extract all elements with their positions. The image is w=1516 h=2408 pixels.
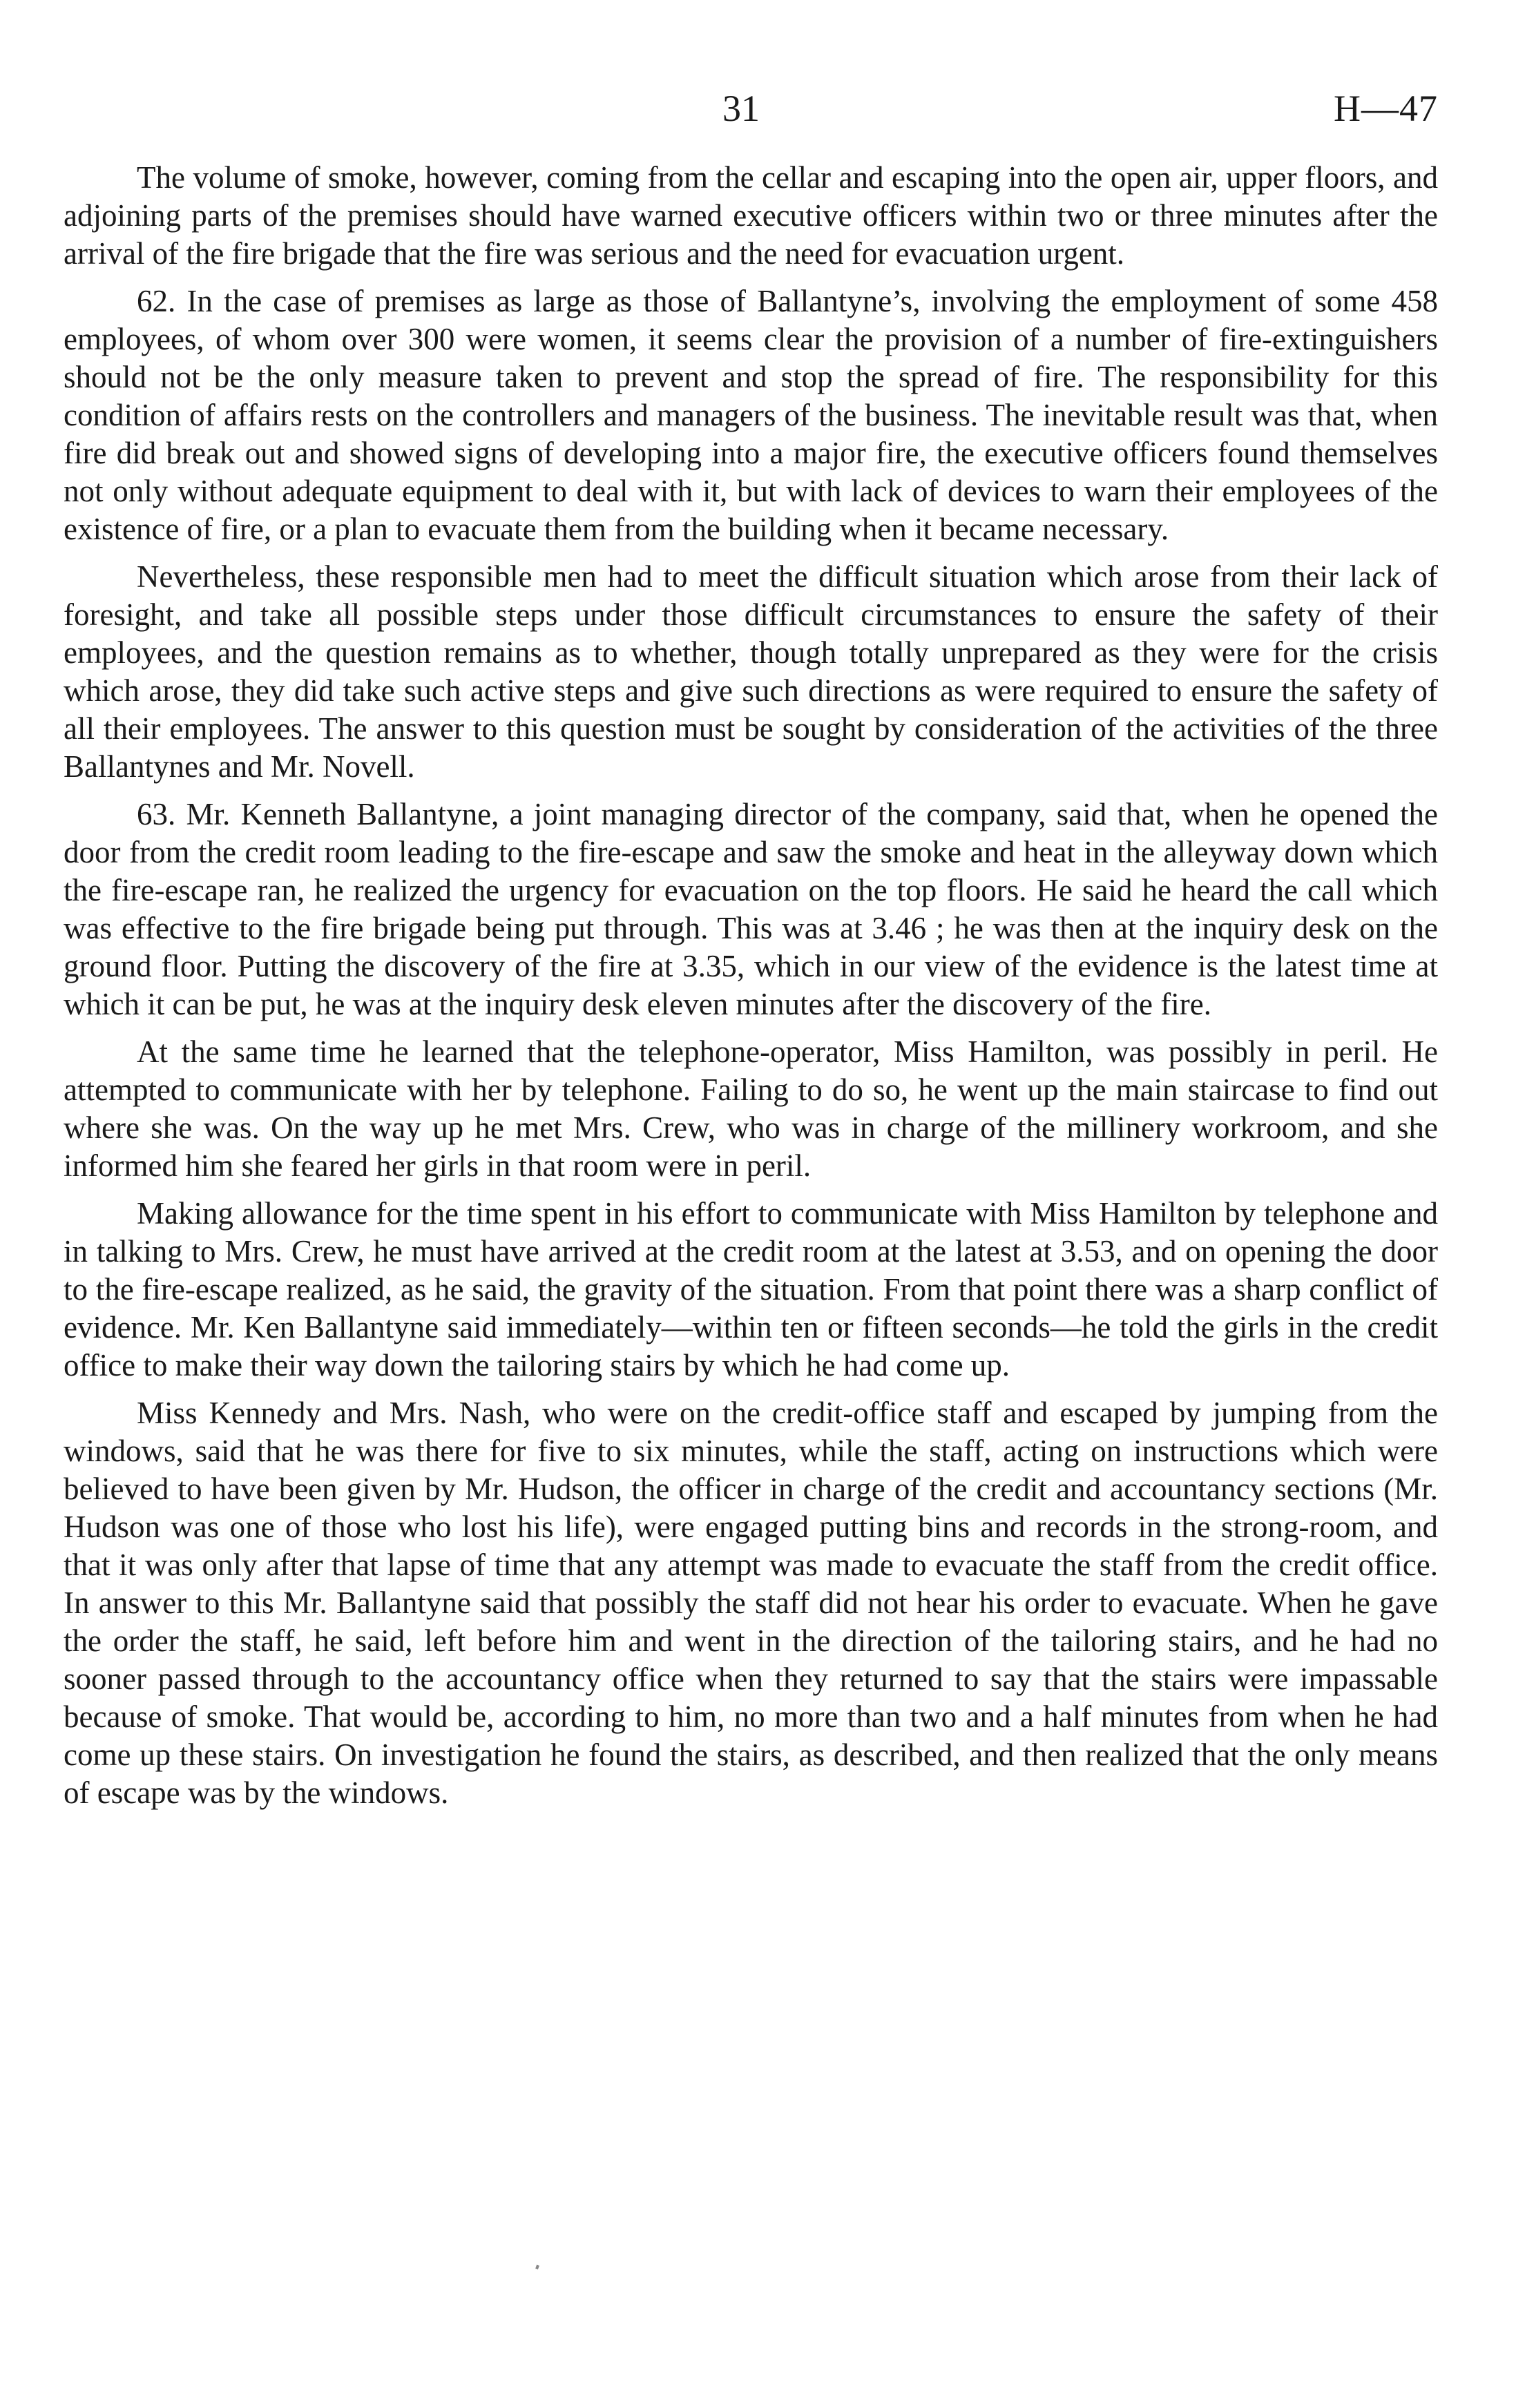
body-text — [64, 159, 1438, 1812]
paragraph: The volume of smoke, however, coming from the cellar and escaping into the open air, upper floors, and adjoining parts of the premises should have warned executive officers within two or three minutes after the arrival of the fire brigade that the fire was serious and the need for evacuation urgent. — [64, 160, 1438, 271]
document-reference: H—47 — [1334, 88, 1438, 129]
paragraph: Miss Kennedy and Mrs. Nash, who were on the credit-office staff and escaped by jumping from the windows, said that he was there for five to six minutes, while the staff, acting on instructions which were believed to have been given by Mr. Hudson, the officer in charge of the credit and accountancy sections (Mr. Hudson was one of those who lost his life), were engaged putting bins and records in the strong-room, and that it was only after that lapse of time that any attempt was made to evacuate the staff from the credit office. In answer to this Mr. Ballantyne said that possibly the staff did not hear his order to evacuate. When he gave the order the staff, he said, left before him and went in the direction of the tailoring stairs, and he had no sooner passed through to the accountancy office when they returned to say that the stairs were impassable because of smoke. That would be, according to him, no more than two and a half minutes from when he had come up these stairs. On investigation he found the stairs, as described, and then realized that the only means of escape was by the windows. — [64, 1396, 1438, 1810]
paragraph: At the same time he learned that the telephone-operator, Miss Hamilton, was possibly in peril. He attempted to communicate with her by telephone. Failing to do so, he went up the main staircase to find out where she was. On the way up he met Mrs. Crew, who was in charge of the millinery workroom, and she informed him she feared her girls in that room were in peril. — [64, 1034, 1438, 1183]
paragraph: 62. In the case of premises as large as those of Ballantyne’s, involving the employment of some 458 employees, of whom over 300 were women, it seems clear the provision of a number of fire-extinguishers should not be the only measure taken to prevent and stop the spread of fire. The responsibility for this condition of affairs rests on the controllers and managers of the business. The inevitable result was that, when fire did break out and showed signs of developing into a major fire, the executive officers found themselves not only without adequate equipment to deal with it, but with lack of devices to warn their employees of the existence of fire, or a plan to evacuate them from the building when it became necessary. — [64, 284, 1438, 546]
paragraph: 63. Mr. Kenneth Ballantyne, a joint managing director of the company, said that, when he opened the door from the credit room leading to the fire-escape and saw the smoke and heat in the alleyway down which the fire-escape ran, he realized the urgency for evacuation on the top floors. He said he heard the call which was effective to the fire brigade being put through. This was at 3.46 ; he was then at the inquiry desk on the ground floor. Putting the discovery of the fire at 3.35, which in our view of the evidence is the latest time at which it can be put, he was at the inquiry desk eleven minutes after the discovery of the fire. — [64, 797, 1438, 1021]
page-number: 31 — [722, 88, 760, 129]
paragraph: Nevertheless, these responsible men had to meet the difficult situation which arose from their lack of foresight, and take all possible steps under those difficult circumstances to ensure the safety of their employees, and the question remains as to whether, though totally unprepared as they were for the crisis which arose, they did take such active steps and give such directions as were required to ensure the safety of all their employees. The answer to this question must be sought by consideration of the activities of the three Ballantynes and Mr. Novell. — [64, 559, 1438, 784]
document-page — [64, 90, 1438, 1822]
paragraph: Making allowance for the time spent in his effort to communicate with Miss Hamilton by telephone and in talking to Mrs. Crew, he must have arrived at the credit room at the latest at 3.53, and on opening the door to the fire-escape realized, as he said, the gravity of the situation. From that point there was a sharp conflict of evidence. Mr. Ken Ballantyne said immediately—within ten or fifteen seconds—he told the girls in the credit office to make their way down the tailoring stairs by which he had come up. — [64, 1196, 1438, 1383]
scan-speck — [535, 2264, 539, 2269]
page-header — [64, 90, 1438, 159]
